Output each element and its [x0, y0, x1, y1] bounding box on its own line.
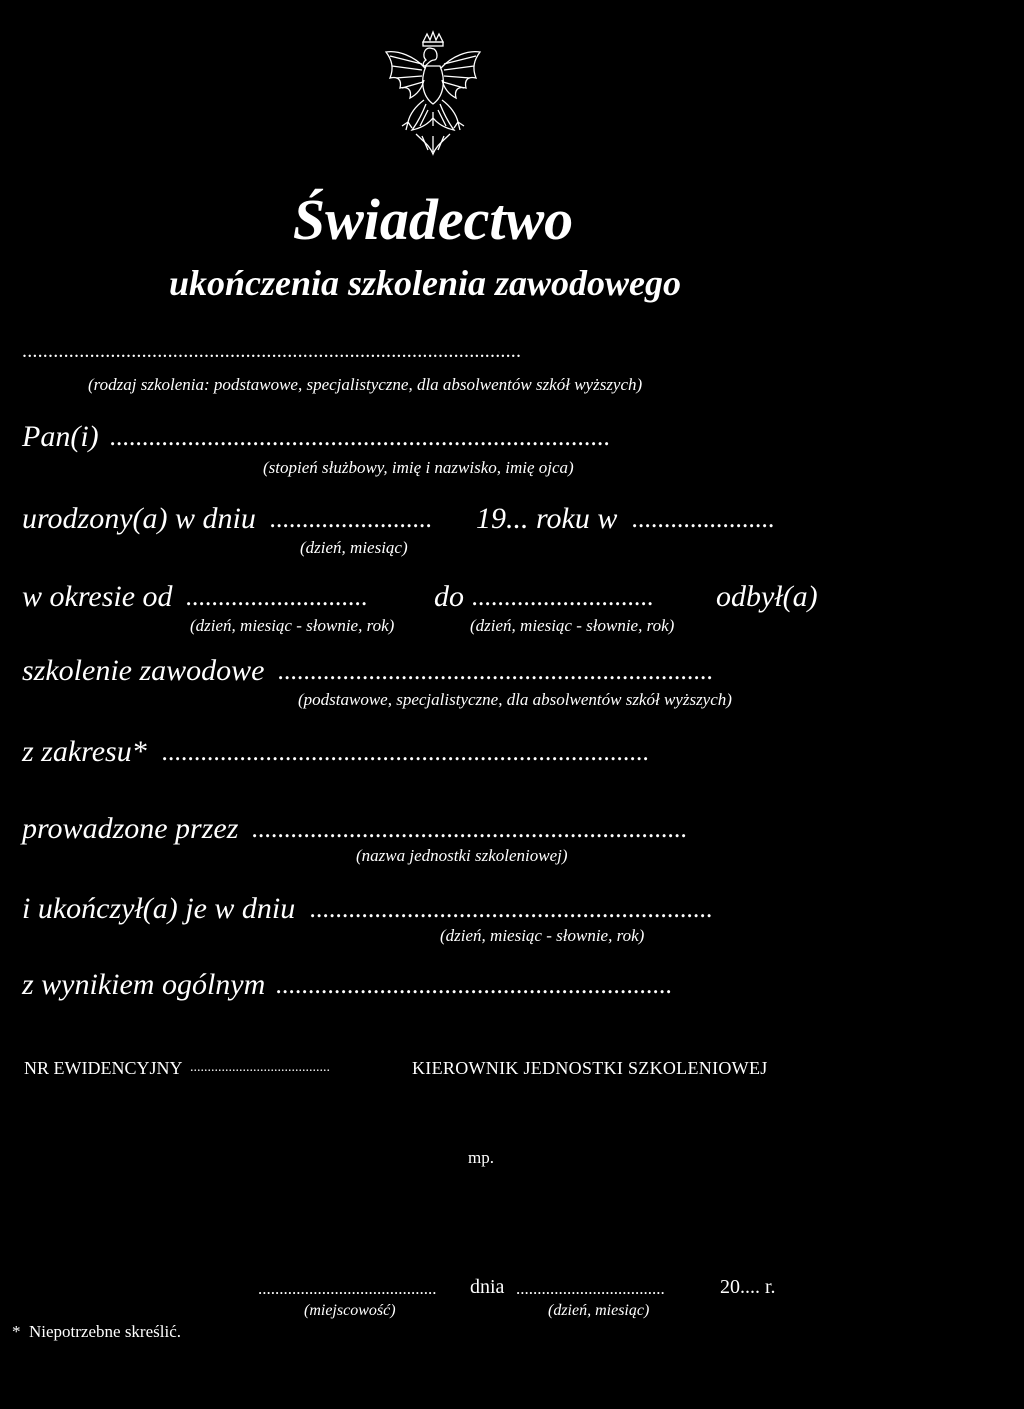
place-hint: (miejscowość) — [304, 1302, 396, 1319]
training-field[interactable]: ................................................................... — [278, 656, 714, 685]
period-from-field[interactable]: ............................ — [186, 582, 368, 611]
birth-place-label: roku w — [536, 502, 618, 535]
registry-field[interactable]: ........................................ — [190, 1060, 330, 1075]
period-to-label: do — [434, 580, 464, 613]
finished-field[interactable]: .............................................................. — [310, 894, 713, 923]
birth-date-field[interactable]: ......................... — [270, 504, 433, 533]
date-hint: (dzień, miesiąc) — [548, 1302, 650, 1319]
training-label: szkolenie zawodowe — [22, 654, 265, 687]
scope-field[interactable]: ........................................................................... — [162, 737, 650, 766]
finished-hint: (dzień, miesiąc - słownie, rok) — [440, 926, 645, 945]
conducted-field[interactable]: ................................................................... — [252, 814, 688, 843]
document-title: Świadectwo — [292, 187, 574, 252]
person-label: Pan(i) — [22, 420, 99, 453]
person-hint: (stopień służbowy, imię i nazwisko, imię ojca) — [263, 458, 574, 477]
result-field[interactable]: ............................................................. — [276, 970, 673, 999]
period-completed-label: odbył(a) — [716, 580, 818, 613]
stamp-label: mp. — [468, 1148, 494, 1167]
date-field[interactable]: ................................... — [516, 1279, 665, 1298]
unit-head-label: KIEROWNIK JEDNOSTKI SZKOLENIOWEJ — [412, 1058, 768, 1078]
training-hint: (podstawowe, specjalistyczne, dla absolwentów szkół wyższych) — [298, 690, 732, 709]
birth-label: urodzony(a) w dniu — [22, 502, 256, 535]
footnote: * Niepotrzebne skreślić. — [12, 1322, 181, 1341]
scope-label: z zakresu* — [22, 735, 147, 768]
person-field[interactable]: ............................................................................. — [110, 422, 611, 451]
document-subtitle: ukończenia szkolenia zawodowego — [168, 263, 682, 303]
period-to-field[interactable]: ............................ — [472, 582, 654, 611]
period-to-hint: (dzień, miesiąc - słownie, rok) — [470, 616, 675, 635]
conducted-hint: (nazwa jednostki szkoleniowej) — [356, 846, 568, 865]
polish-eagle-icon — [378, 30, 488, 158]
birth-year-prefix: 19... — [476, 502, 529, 535]
period-from-hint: (dzień, miesiąc - słownie, rok) — [190, 616, 395, 635]
birth-hint: (dzień, miesiąc) — [300, 538, 408, 557]
training-type-field[interactable]: ................................................................................................ — [22, 340, 522, 362]
birth-place-field[interactable]: ...................... — [632, 504, 775, 533]
dnia-label: dnia — [470, 1276, 505, 1298]
finished-label: i ukończył(a) je w dniu — [22, 892, 296, 925]
place-field[interactable]: .......................................... — [258, 1279, 437, 1298]
period-label: w okresie od — [22, 580, 173, 613]
date-year-prefix: 20.... r. — [720, 1276, 776, 1298]
result-label: z wynikiem ogólnym — [22, 968, 266, 1001]
training-type-hint: (rodzaj szkolenia: podstawowe, specjalistyczne, dla absolwentów szkół wyższych) — [88, 375, 643, 394]
registry-label: NR EWIDENCYJNY — [24, 1058, 183, 1078]
conducted-label: prowadzone przez — [22, 812, 239, 845]
